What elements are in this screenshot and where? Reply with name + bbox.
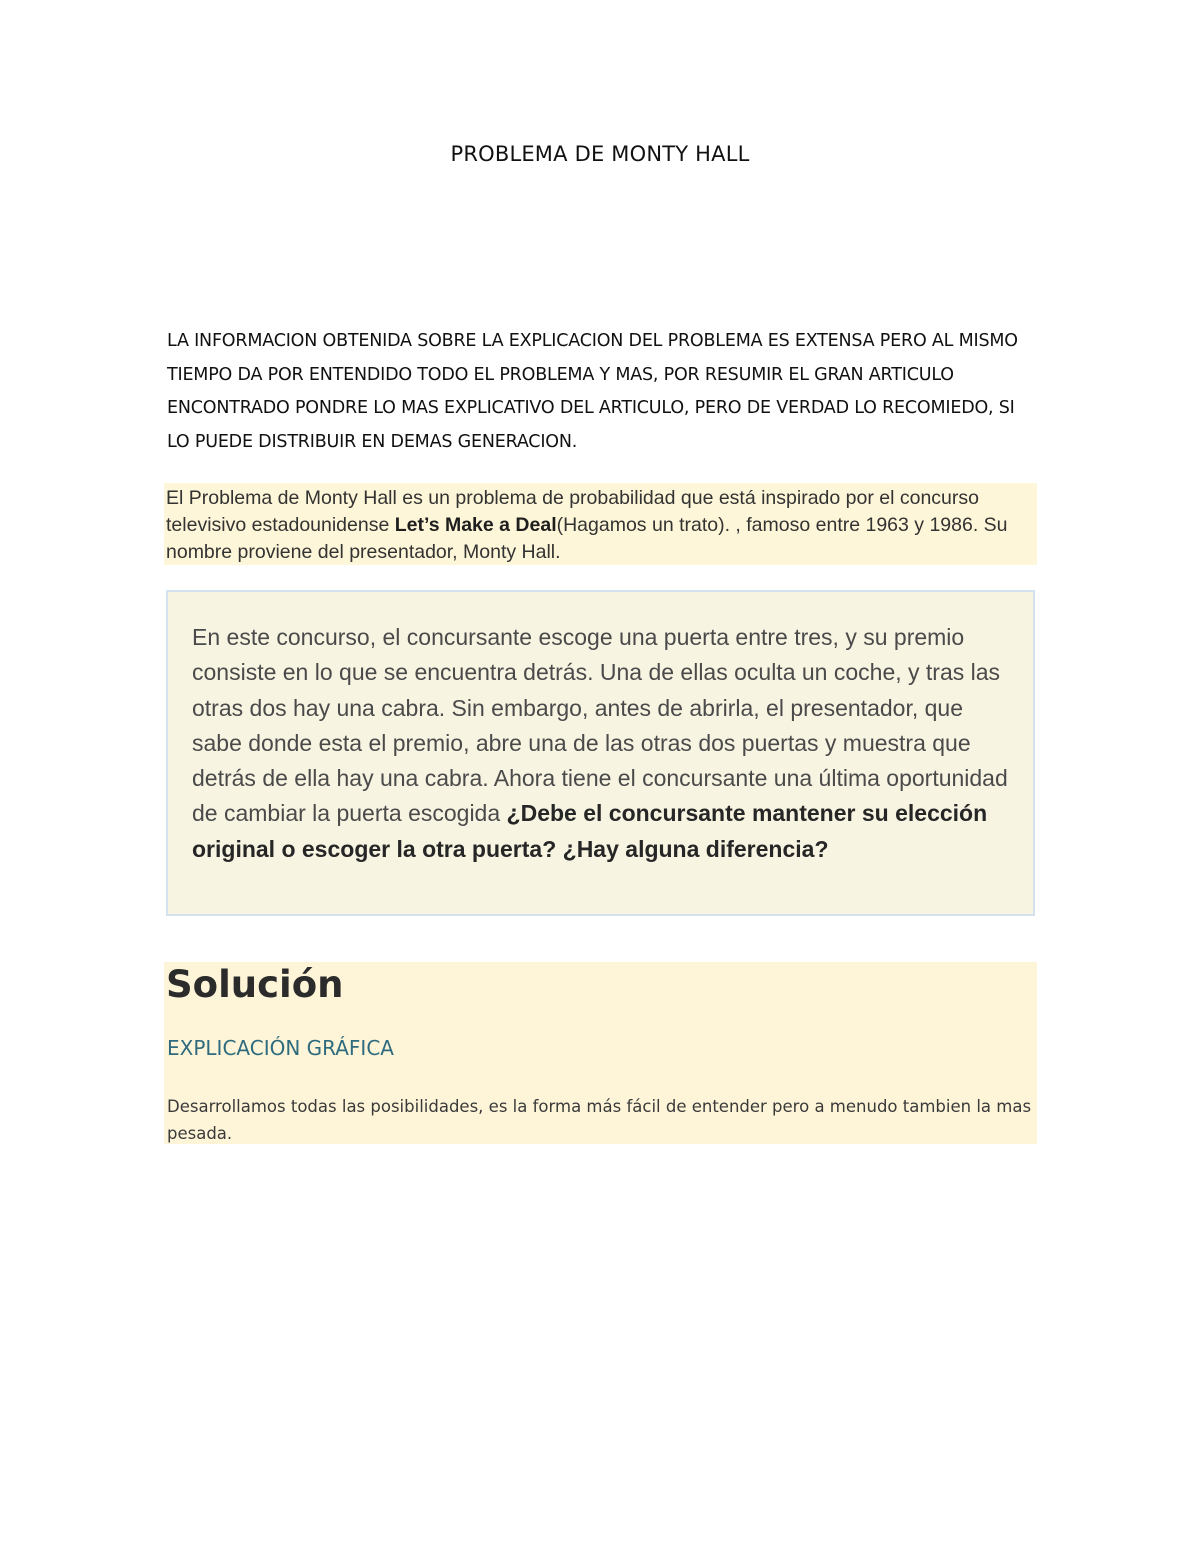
show-name: Let’s Make a Deal (394, 514, 557, 536)
document-title: PROBLEMA DE MONTY HALL (450, 142, 750, 166)
definition-text-before: El Problema de Monty Hall es un problema de probabilidad que está inspirado por el concurso televisivo estadounidense (166, 487, 979, 536)
solution-heading: Solución (166, 963, 344, 1006)
intro-paragraph: LA INFORMACION OBTENIDA SOBRE LA EXPLICACION DEL PROBLEMA ES EXTENSA PERO AL MISMO TIEMPO DA POR ENTENDIDO TODO EL PROBLEMA Y MAS, POR RESUMIR EL GRAN ARTICULO ENCONTRADO PONDRE LO MAS EXPLICATIVO DEL ARTICULO, PERO DE VERDAD LO RECOMIEDO, SI LO PUEDE DISTRIBUIR EN DEMAS GENERACION. (167, 331, 1018, 452)
quote-question: ¿Debe el concursante mantener su elección original o escoger la otra puerta? ¿Hay alguna diferencia? (192, 800, 988, 862)
solution-paragraph: Desarrollamos todas las posibilidades, es la forma más fácil de entender pero a menudo tambien la mas pesada. (167, 1097, 1032, 1143)
definition-paragraph (164, 483, 1037, 565)
quote-box (166, 590, 1035, 916)
definition-text-after: (Hagamos un trato). , famoso entre 1963 y 1986. Su nombre proviene del presentador, Monty Hall. (166, 514, 1008, 563)
solution-section (164, 962, 1037, 1144)
quote-text: En este concurso, el concursante escoge una puerta entre tres, y su premio consiste en lo que se encuentra detrás. Una de ellas oculta un coche, y tras las otras dos hay una cabra. Sin embargo, antes de abrirla, el presentador, que sabe donde esta el premio, abre una de las otras dos puertas y muestra que detrás de ella hay una cabra. Ahora tiene el concursante una última oportunidad de cambiar la puerta escogida (192, 624, 1008, 827)
solution-subheading: EXPLICACIÓN GRÁFICA (167, 1036, 394, 1060)
